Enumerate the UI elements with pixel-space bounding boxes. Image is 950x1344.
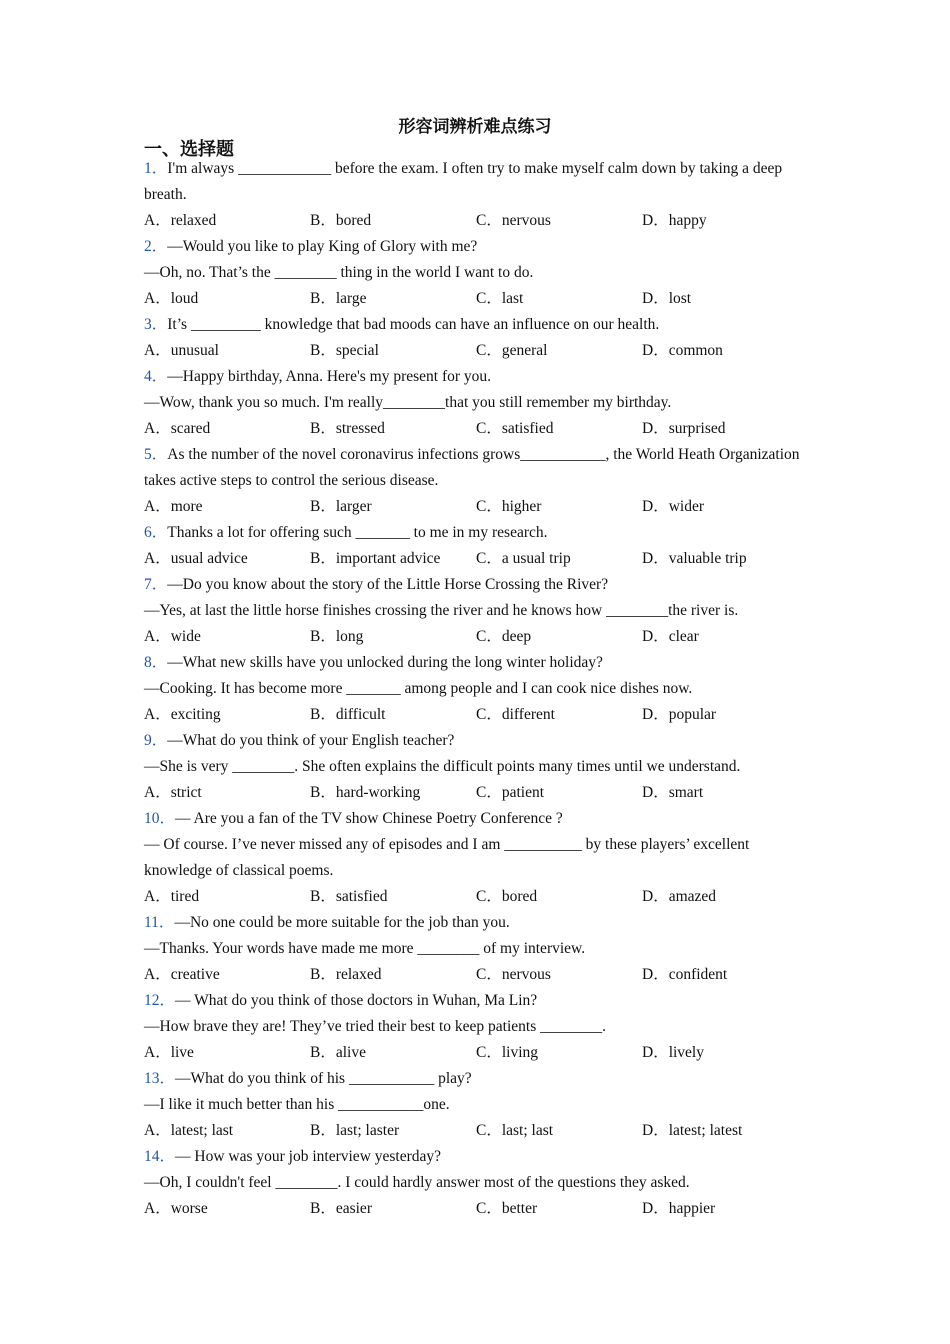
answer-option[interactable]: C．bored <box>476 888 538 905</box>
answer-option[interactable]: C．patient <box>476 784 545 801</box>
answer-option[interactable]: C．deep <box>476 628 532 645</box>
answer-options <box>144 494 804 520</box>
answer-option[interactable]: B．alive <box>310 1044 366 1061</box>
answer-option[interactable]: A．scared <box>144 420 211 437</box>
question-line <box>144 936 804 962</box>
answer-option[interactable]: D．common <box>642 342 723 359</box>
question-stem <box>144 1066 804 1092</box>
answer-options <box>144 546 804 572</box>
question-number: 9． <box>144 732 168 749</box>
question-line <box>144 832 804 884</box>
answer-option[interactable]: B．relaxed <box>310 966 382 983</box>
page-title: 形容词辨析难点练习 <box>398 117 552 136</box>
answer-option[interactable]: D．happy <box>642 212 707 229</box>
question-number: 8． <box>144 654 168 671</box>
question-line <box>144 598 804 624</box>
answer-option[interactable]: D．confident <box>642 966 728 983</box>
question-text: —What do you think of your English teacher? <box>167 732 455 749</box>
answer-option[interactable]: A．usual advice <box>144 550 248 567</box>
question-item <box>144 988 804 1066</box>
answer-option[interactable]: B．difficult <box>310 706 386 723</box>
question-number: 2． <box>144 238 168 255</box>
question-stem <box>144 650 804 676</box>
answer-option[interactable]: D．lively <box>642 1044 704 1061</box>
question-number: 12． <box>144 992 176 1009</box>
answer-option[interactable]: A．unusual <box>144 342 219 359</box>
question-item <box>144 364 804 442</box>
answer-option[interactable]: C．a usual trip <box>476 550 571 567</box>
question-text: —She is very ________. She often explains the difficult points many times until we understand. <box>144 758 741 775</box>
question-stem <box>144 1144 804 1170</box>
answer-option[interactable]: C．better <box>476 1200 538 1217</box>
answer-options <box>144 338 804 364</box>
answer-option[interactable]: A．creative <box>144 966 220 983</box>
answer-option[interactable]: C．last; last <box>476 1122 554 1139</box>
question-line <box>144 1170 804 1196</box>
question-item <box>144 234 804 312</box>
question-text: — How was your job interview yesterday? <box>175 1148 442 1165</box>
answer-option[interactable]: C．last <box>476 290 524 307</box>
question-number: 10． <box>144 810 176 827</box>
question-text: — What do you think of those doctors in Wuhan, Ma Lin? <box>175 992 538 1009</box>
answer-option[interactable]: D．wider <box>642 498 704 515</box>
question-item <box>144 572 804 650</box>
answer-option[interactable]: A．more <box>144 498 203 515</box>
question-line <box>144 1014 804 1040</box>
answer-option[interactable]: D．clear <box>642 628 699 645</box>
answer-option[interactable]: A．exciting <box>144 706 221 723</box>
question-text: —What new skills have you unlocked during the long winter holiday? <box>167 654 603 671</box>
question-text: — Are you a fan of the TV show Chinese Poetry Conference ? <box>175 810 563 827</box>
question-stem <box>144 234 804 260</box>
answer-options <box>144 1040 804 1066</box>
question-text: —Wow, thank you so much. I'm really________that you still remember my birthday. <box>144 394 672 411</box>
question-item <box>144 312 804 364</box>
answer-option[interactable]: A．live <box>144 1044 194 1061</box>
question-number: 5． <box>144 446 168 463</box>
answer-options <box>144 1118 804 1144</box>
question-item <box>144 1066 804 1144</box>
question-stem <box>144 910 804 936</box>
question-item <box>144 650 804 728</box>
question-text: — Of course. I’ve never missed any of episodes and I am __________ by these players’ excellent knowledge of classical poems. <box>144 836 750 879</box>
question-line <box>144 1092 804 1118</box>
question-number: 13． <box>144 1070 176 1087</box>
answer-option[interactable]: A．strict <box>144 784 202 801</box>
answer-option[interactable]: B．special <box>310 342 379 359</box>
answer-option[interactable]: D．popular <box>642 706 717 723</box>
question-number: 7． <box>144 576 168 593</box>
answer-options <box>144 416 804 442</box>
question-item <box>144 910 804 988</box>
question-number: 4． <box>144 368 168 385</box>
question-text: —Thanks. Your words have made me more ________ of my interview. <box>144 940 586 957</box>
answer-option[interactable]: A．latest; last <box>144 1122 234 1139</box>
answer-options <box>144 208 804 234</box>
question-text: —Happy birthday, Anna. Here's my present for you. <box>167 368 492 385</box>
question-text: —What do you think of his ___________ play? <box>175 1070 472 1087</box>
answer-option[interactable]: D．lost <box>642 290 692 307</box>
answer-option[interactable]: A．tired <box>144 888 200 905</box>
answer-option[interactable]: A．wide <box>144 628 201 645</box>
answer-option[interactable]: A．relaxed <box>144 212 217 229</box>
question-line <box>144 754 804 780</box>
answer-option[interactable]: D．valuable trip <box>642 550 747 567</box>
question-item <box>144 1144 804 1222</box>
question-item <box>144 728 804 806</box>
answer-option[interactable]: C．living <box>476 1044 539 1061</box>
answer-option[interactable]: D．smart <box>642 784 704 801</box>
question-text: I'm always ____________ before the exam. I often try to make myself calm down by taking a deep breath. <box>144 160 783 203</box>
question-stem <box>144 442 804 494</box>
answer-option[interactable]: B．hard-working <box>310 784 421 801</box>
answer-options <box>144 1196 804 1222</box>
answer-options <box>144 962 804 988</box>
question-stem <box>144 806 804 832</box>
answer-option[interactable]: D．happier <box>642 1200 716 1217</box>
question-number: 14． <box>144 1148 176 1165</box>
question-text: It’s _________ knowledge that bad moods can have an influence on our health. <box>167 316 660 333</box>
answer-options <box>144 702 804 728</box>
question-line <box>144 676 804 702</box>
answer-option[interactable]: D．latest; latest <box>642 1122 743 1139</box>
answer-option[interactable]: B．large <box>310 290 367 307</box>
question-list <box>144 156 804 1222</box>
answer-option[interactable]: D．amazed <box>642 888 717 905</box>
answer-option[interactable]: D．surprised <box>642 420 726 437</box>
question-stem <box>144 364 804 390</box>
question-text: —Oh, no. That’s the ________ thing in the world I want to do. <box>144 264 534 281</box>
question-stem <box>144 312 804 338</box>
question-stem <box>144 728 804 754</box>
section-heading: 一、选择题 <box>144 139 234 159</box>
answer-option[interactable]: B．bored <box>310 212 372 229</box>
question-text: —Do you know about the story of the Little Horse Crossing the River? <box>167 576 609 593</box>
answer-option[interactable]: A．loud <box>144 290 199 307</box>
question-line <box>144 260 804 286</box>
answer-option[interactable]: B．satisfied <box>310 888 388 905</box>
question-text: —How brave they are! They’ve tried their best to keep patients ________. <box>144 1018 606 1035</box>
answer-option[interactable]: A．worse <box>144 1200 208 1217</box>
question-number: 1． <box>144 160 168 177</box>
question-number: 3． <box>144 316 168 333</box>
answer-options <box>144 624 804 650</box>
answer-options <box>144 780 804 806</box>
answer-option[interactable]: C．satisfied <box>476 420 554 437</box>
answer-option[interactable]: C．different <box>476 706 555 723</box>
answer-option[interactable]: C．general <box>476 342 548 359</box>
answer-option[interactable]: B．easier <box>310 1200 372 1217</box>
question-text: Thanks a lot for offering such _______ to me in my research. <box>167 524 548 541</box>
answer-option[interactable]: C．nervous <box>476 212 551 229</box>
question-text: —Would you like to play King of Glory with me? <box>167 238 478 255</box>
question-stem <box>144 988 804 1014</box>
question-item <box>144 156 804 234</box>
question-text: —Yes, at last the little horse finishes crossing the river and he knows how ________the river is. <box>144 602 739 619</box>
answer-option[interactable]: B．stressed <box>310 420 385 437</box>
question-item <box>144 806 804 910</box>
answer-option[interactable]: B．important advice <box>310 550 441 567</box>
answer-options <box>144 286 804 312</box>
question-stem <box>144 572 804 598</box>
answer-options <box>144 884 804 910</box>
question-item <box>144 520 804 572</box>
answer-option[interactable]: B．long <box>310 628 364 645</box>
question-stem <box>144 520 804 546</box>
question-text: As the number of the novel coronavirus infections grows___________, the World Heath Organization takes active steps to control the serious disease. <box>144 446 800 489</box>
question-item <box>144 442 804 520</box>
question-text: —No one could be more suitable for the job than you. <box>174 914 510 931</box>
answer-option[interactable]: B．last; laster <box>310 1122 400 1139</box>
question-text: —Cooking. It has become more _______ among people and I can cook nice dishes now. <box>144 680 693 697</box>
question-text: —Oh, I couldn't feel ________. I could hardly answer most of the questions they asked. <box>144 1174 690 1191</box>
question-number: 11． <box>144 914 175 931</box>
answer-option[interactable]: C．higher <box>476 498 542 515</box>
question-line <box>144 390 804 416</box>
answer-option[interactable]: B．larger <box>310 498 372 515</box>
answer-option[interactable]: C．nervous <box>476 966 551 983</box>
question-stem <box>144 156 804 208</box>
question-text: —I like it much better than his ___________one. <box>144 1096 450 1113</box>
question-number: 6． <box>144 524 168 541</box>
